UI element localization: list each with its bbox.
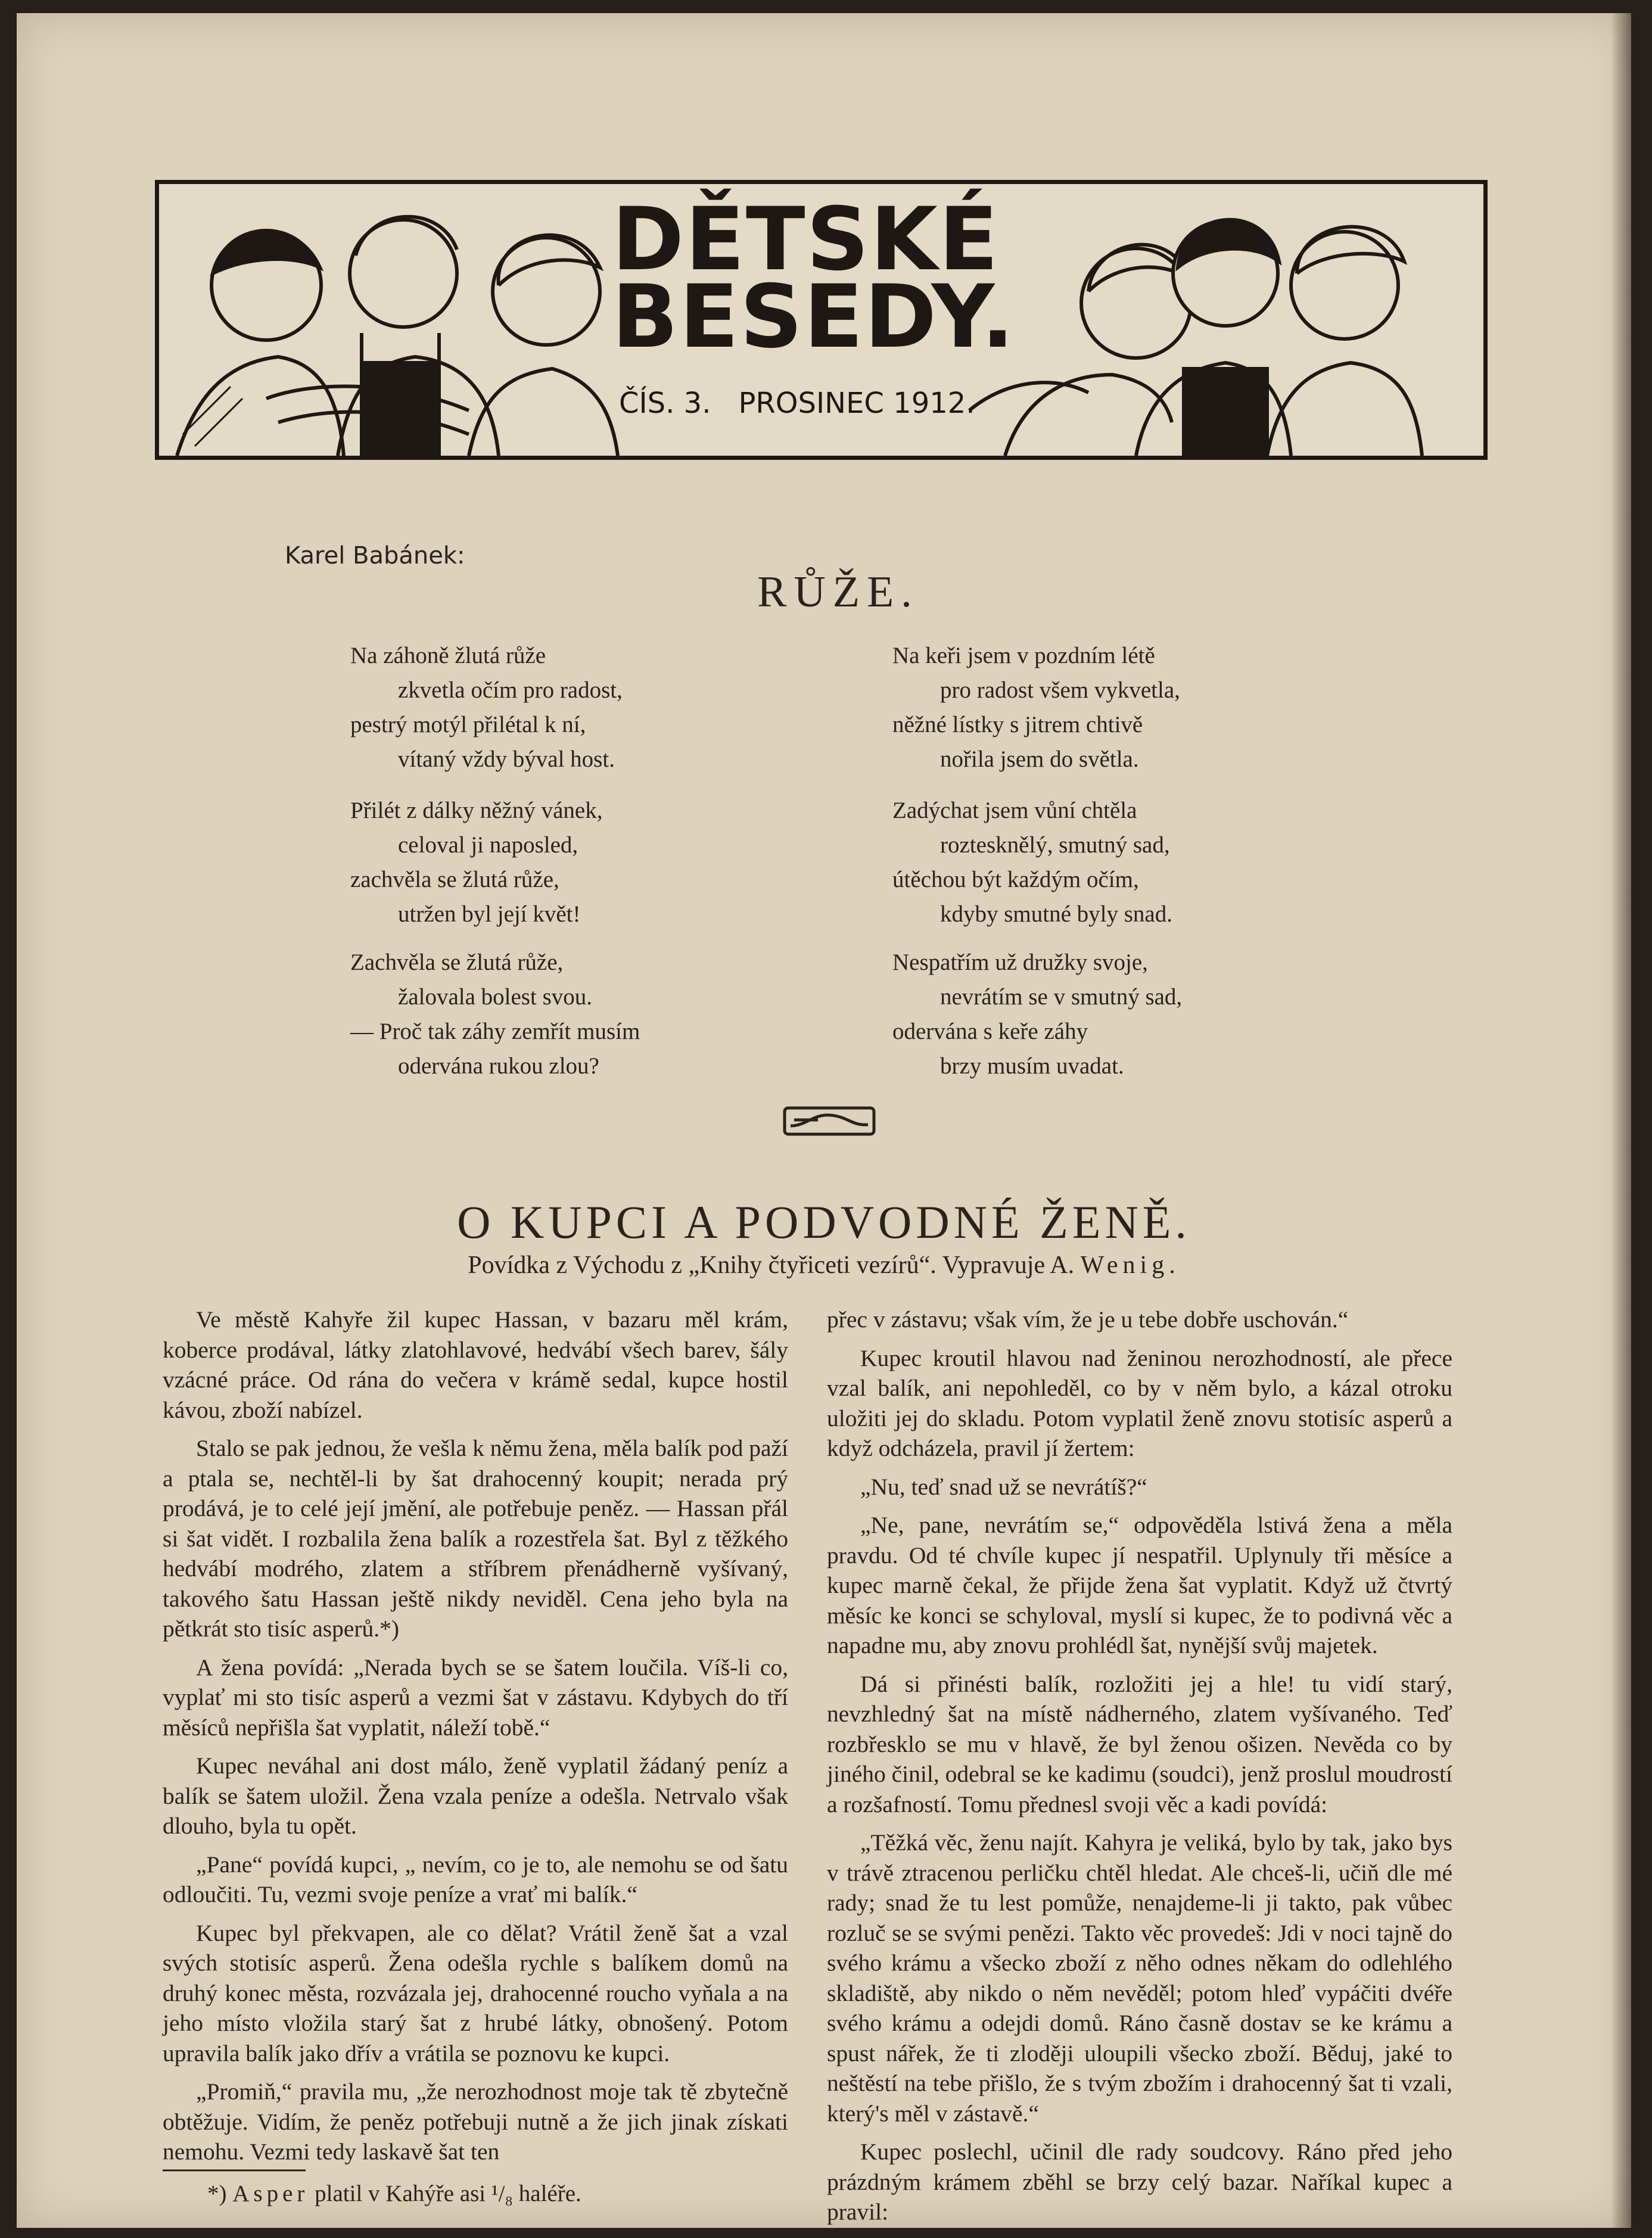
story-paragraph: „Pane“ povídá kupci, „ nevím, co je to, ale nemohu se od šatu odloučiti. Tu, vezmi svoje peníze a vrať mi balík.“ xyxy=(163,1851,788,1907)
story-paragraph: Kupec poslechl, učinil dle rady soudcovy. Ráno před jeho prázdným krámem zběhl se brzy celý bazar. Naříkal kupec a pravil: xyxy=(827,2139,1452,2225)
poem-line: roztesknělý, smutný sad, xyxy=(940,832,1170,858)
page xyxy=(17,13,1631,2228)
story-column-left xyxy=(163,1305,788,2175)
poem-stanza xyxy=(350,639,623,777)
poem-line: Zachvěla se žlutá růže, xyxy=(350,950,564,975)
poem-stanza xyxy=(892,793,1172,932)
section-ornament-icon xyxy=(782,1104,878,1138)
poem-line: Zadýchat jsem vůní chtěla xyxy=(892,798,1137,823)
poem-line: nevrátím se v smutný sad, xyxy=(940,984,1183,1010)
poem-line: něžné lístky s jitrem chtivě xyxy=(892,712,1143,737)
poem-line: kdyby smutné byly snad. xyxy=(940,901,1172,927)
story-translator-name: Wenig. xyxy=(1080,1252,1180,1279)
poem-stanza xyxy=(892,945,1182,1084)
issue-date: PROSINEC 1912. xyxy=(738,387,975,420)
poem-line: útěchou být každým očím, xyxy=(892,867,1139,892)
poem-line: pestrý motýl přilétal k ní, xyxy=(350,712,586,737)
poem-line: Na keři jsem v pozdním létě xyxy=(892,643,1155,668)
masthead xyxy=(155,180,1488,460)
story-title: O KUPCI A PODVODNÉ ŽENĚ. xyxy=(457,1196,1191,1248)
masthead-title-line2: BESEDY. xyxy=(612,266,1016,368)
poem-stanza xyxy=(892,639,1180,777)
footnote-rule xyxy=(163,2169,306,2171)
masthead-title xyxy=(612,189,1016,368)
binding-shadow xyxy=(1611,13,1631,2228)
story-paragraph: přec v zástavu; však vím, že je u tebe dobře uschován.“ xyxy=(827,1306,1349,1333)
poem-line: — Proč tak záhy zemřít musím xyxy=(350,1019,640,1044)
story-paragraph: Kupec neváhal ani dost málo, ženě vyplatil žádaný peníz a balík se šatem uložil. Žena vzala peníze a odešla. Netrvalo však dlouho, byla tu opět. xyxy=(163,1753,788,1839)
masthead-issue-line xyxy=(619,387,975,420)
footnote-term: Asper xyxy=(232,2181,309,2206)
footnote-marker: *) xyxy=(207,2181,233,2206)
masthead-title-line1: DĚTSKÉ xyxy=(612,189,1000,290)
story-subtitle-text: Povídka z Východu z „Knihy čtyřiceti vezírů“. Vypravuje A. xyxy=(468,1252,1081,1279)
story-paragraph: Kupec byl překvapen, ale co dělat? Vrátil ženě šat a vzal svých stotisíc asperů. Žena odešla rychle s balíkem domů na druhý konec města, rozvázala jej, drahocenné roucho vyňala a na jeho místo vložila starý šat z hrubé látky, obnošený. Potom upravila balík jako dřív a vrátila se poznovu ke kupci. xyxy=(163,1919,788,2066)
story-paragraph: „Promiň,“ pravila mu, „že nerozhodnost moje tak tě zbytečně obtěžuje. Vidím, že peněz potřebuji nutně a že jich jinak získati nemohu. Vezmi tedy laskavě šat ten xyxy=(163,2078,788,2165)
story-paragraph: Dá si přinésti balík, rozložiti jej a hle! tu vidí starý, nevzhledný šat na místě nádherného, zlatem vyšívaného. Teď rozbřesklo se mu v hlavě, že byl ženou ošizen. Nevěda co by jiného činil, odebral se ke kadimu (soudci), jenž proslul moudrostí a rozšafností. Tomu přednesl svoji věc a kadi povídá: xyxy=(827,1670,1452,1817)
poem-line: brzy musím uvadat. xyxy=(940,1053,1124,1079)
story-paragraph: Stalo se pak jednou, že vešla k němu žena, měla balík pod paží a ptala se, nechtěl-li by šat drahocenný koupit; nerada prý prodává, je to celé její jmění, ale potřebuje peněz. — Hassan přál si šat vidět. I rozbalila žena balík a rozestřela šat. Byl z těžkého hedvábí modrého, zlatem a stříbrem přenádherně vyšívaný, takového šatu Hassan ještě nikdy neviděl. Cena jeho byla na pětkrát sto tisíc asperů.*) xyxy=(163,1435,788,1642)
story-subtitle xyxy=(17,1251,1631,1280)
poem-line: vítaný vždy býval host. xyxy=(398,746,615,772)
poem-line: Na záhoně žlutá růže xyxy=(350,643,546,668)
story-paragraph: „Těžká věc, ženu najít. Kahyra je veliká, bylo by tak, jako bys v trávě ztracenou perličku chtěl hledat. Ale chceš-li, učiň dle mé rady; snad že tu lest pomůže, nenajdeme-li ji takto, pak vůbec rozluč se se svými penězi. Takto věc provedeš: Jdi v noci tajně do svého krámu a všecko zboží z něho odnes někam do odlehlého skladiště, aby nikdo o něm nevěděl; potom hleď vypáčiti dvéře svého krámu a odejdi domů. Ráno časně dostav se ke krámu a spust nářek, že ti zloději uloupili všecko zboží. Běduj, jaké to neštěstí na tebe přišlo, že s tvým zbožím i drahocenný šat ti vzali, který's měl v zástavě.“ xyxy=(827,1829,1452,2127)
poem-line: zkvetla očím pro radost, xyxy=(398,677,623,703)
issue-number: ČÍS. 3. xyxy=(619,387,711,420)
poem-stanza xyxy=(350,793,602,932)
poem-line: nořila jsem do světla. xyxy=(940,746,1139,772)
poem-line: odervána rukou zlou? xyxy=(398,1053,599,1079)
poem-line: odervána s keře záhy xyxy=(892,1019,1088,1044)
story-column-right xyxy=(827,1305,1452,2236)
footnote-text: platil v Kahýře asi ¹/₈ haléře. xyxy=(309,2181,581,2206)
poem-line: utržen byl její květ! xyxy=(398,901,581,927)
poem-line: Nespatřím už družky svoje, xyxy=(892,950,1148,975)
story-paragraph: Kupec kroutil hlavou nad ženinou nerozhodností, ale přece vzal balík, ani nepohleděl, co by v něm bylo, a kázal otroku uložiti jej do skladu. Potom vyplatil ženě znovu stotisíc asperů a když odcházela, pravil jí žertem: xyxy=(827,1344,1452,1461)
poem-line: zachvěla se žlutá růže, xyxy=(350,867,559,892)
poem-stanza xyxy=(350,945,640,1084)
poem-title: RŮŽE. xyxy=(757,568,919,617)
poem-line: žalovala bolest svou. xyxy=(398,984,592,1010)
story-paragraph: Ve městě Kahyře žil kupec Hassan, v bazaru měl krám, koberce prodával, látky zlatohlavové, hedvábí všech barev, šály vzácné práce. Od rána do večera v krámě sedal, kupce hostil kávou, zboží nabízel. xyxy=(163,1306,788,1423)
story-paragraph: „Nu, teď snad už se nevrátíš?“ xyxy=(860,1473,1147,1500)
poem-line: celoval ji naposled, xyxy=(398,832,578,858)
poem-line: Přilét z dálky něžný vánek, xyxy=(350,798,603,823)
poem-line: pro radost všem vykvetla, xyxy=(940,677,1180,703)
footnote xyxy=(207,2180,581,2207)
poem-author: Karel Babánek: xyxy=(285,542,465,569)
story-paragraph: „Ne, pane, nevrátím se,“ odpověděla lstivá žena a měla pravdu. Od té chvíle kupec jí nespatřil. Uplynuly tři měsíce a kupec marně čekal, že přijde žena šat vyplatit. Když už čtvrtý měsíc ke konci se schyloval, myslí si kupec, že to podivná věc a napadne mu, aby znovu prohlédl šat, nynější svůj majetek. xyxy=(827,1512,1452,1658)
story-paragraph: A žena povídá: „Nerada bych se se šatem loučila. Víš-li co, vyplať mi sto tisíc asperů a vezmi šat v zástavu. Kdybych do tří měsíců nepřišla šat vyplatit, náleží tobě.“ xyxy=(163,1654,788,1741)
